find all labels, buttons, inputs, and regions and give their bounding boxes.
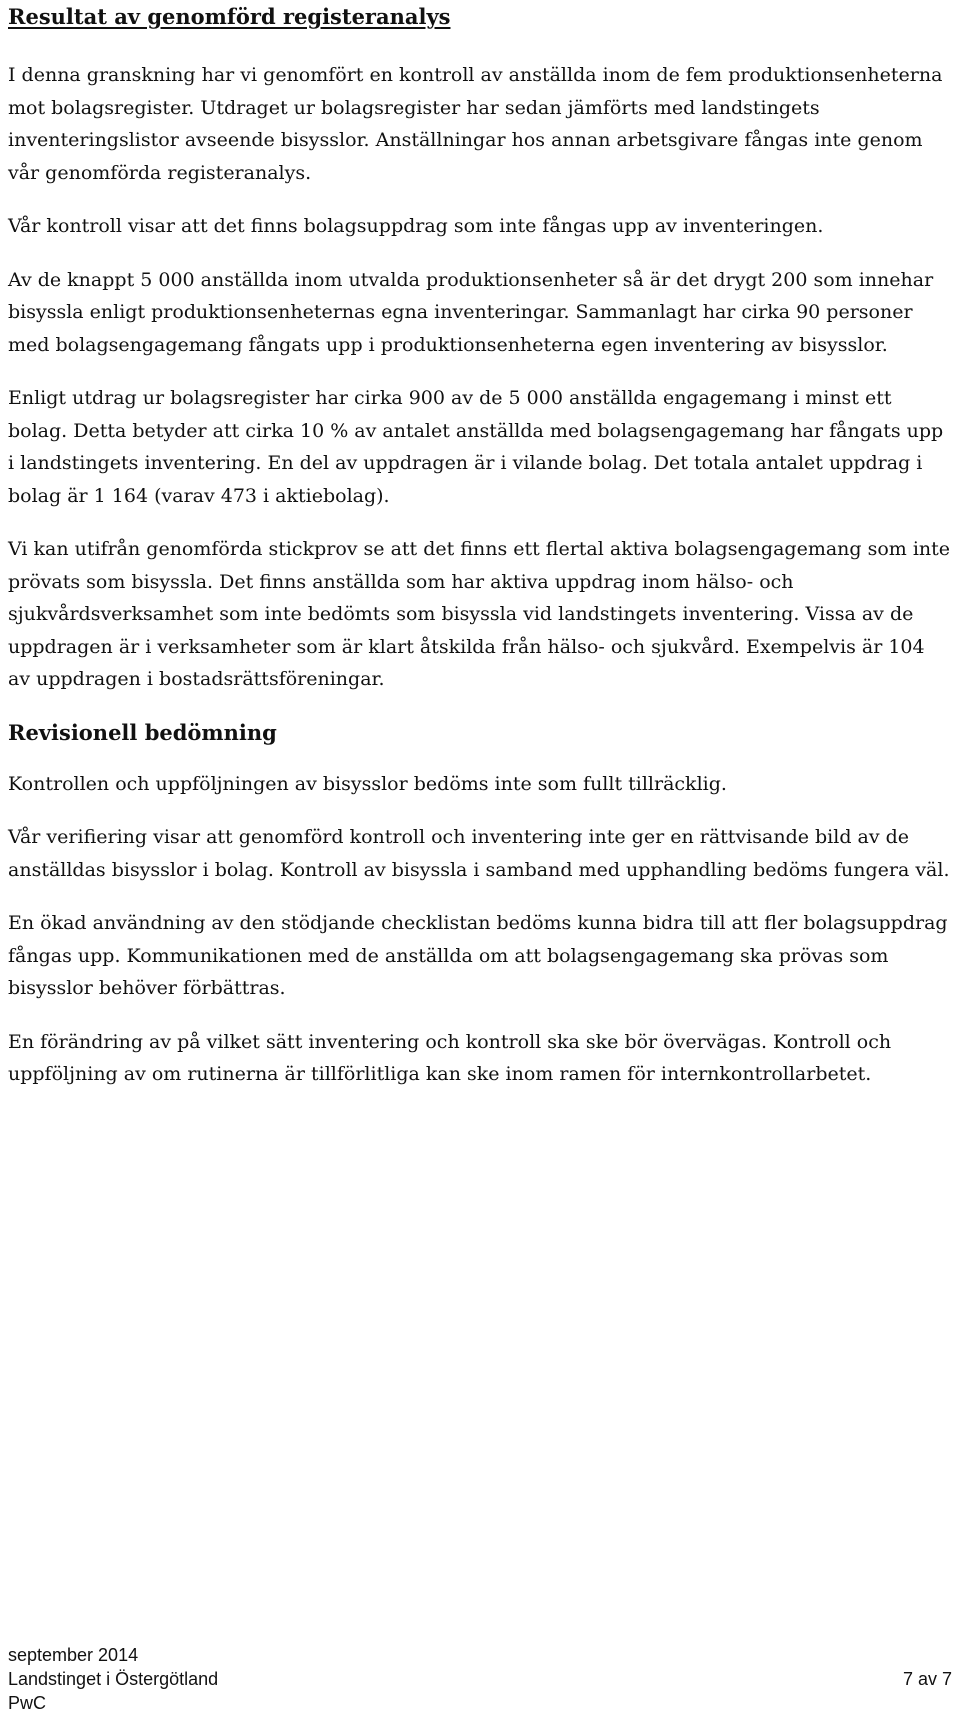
footer-page-number: 7 av 7 [902,1669,952,1689]
paragraph-register-extract: Enligt utdrag ur bolagsregister har cirka 900 av de 5 000 anställda engagemang i minst ett bolag. Detta betyder att cirka 10 % av antalet anställda med bolagsengagemang har fångats upp i landstingets inventering. En del av uppdragen är i vilande bolag. Det totala antalet uppdrag i bolag är 1 164 (varav 473 i aktiebolag). [8,387,944,507]
paragraph-sample-check: Vi kan utifrån genomförda stickprov se att det finns ett flertal aktiva bolagsengagemang som inte prövats som bisyssla. Det finns anställda som har aktiva uppdrag inom hälso- och sjukvårdsverksamhet som inte bedömts som bisyssla vid landstingets inventering. Vissa av de uppdragen är i verksamheter som är klart åtskilda från hälso- och sjukvård. Exempelvis är 104 av uppdragen i bostadsrättsföreningar. [8,538,951,690]
section-heading: Resultat av genomförd registeranalys [8,4,451,29]
paragraph-intro: I denna granskning har vi genomfört en kontroll av anställda inom de fem produktionsenheterna mot bolagsregister. Utdraget ur bolagsregister har sedan jämförts med landstingets inventeringslistor avseende bisysslor. Anställningar hos annan arbetsgivare fångas inte genom vår genomförda registeranalys. [8,64,943,184]
assessment-paragraph-3: En ökad användning av den stödjande checklistan bedöms kunna bidra till att fler bolagsuppdrag fångas upp. Kommunikationen med de anställda om att bolagsengagemang ska prövas som bisysslor behöver förbättras. [8,912,948,999]
assessment-paragraph-4: En förändring av på vilket sätt inventering och kontroll ska ske bör övervägas. Kontroll och uppföljning av om rutinerna är tillförlitliga kan ske inom ramen för internkontrollarbetet. [8,1030,892,1085]
footer-author: PwC [8,1693,47,1713]
paragraph-control-result: Vår kontroll visar att det finns bolagsuppdrag som inte fångas upp av inventeringen. [8,215,824,237]
document-page [8,0,952,1731]
footer-date: september 2014 [8,1645,139,1665]
assessment-paragraph-1: Kontrollen och uppföljningen av bisysslor bedöms inte som fullt tillräcklig. [8,772,727,795]
footer-organization: Landstinget i Östergötland [8,1669,219,1689]
page-footer [8,1643,952,1715]
paragraph-employees: Av de knappt 5 000 anställda inom utvalda produktionsenheter så är det drygt 200 som innehar bisyssla enligt produktionsenheternas egna inventeringar. Sammanlagt har cirka 90 personer med bolagsengagemang fångats upp i produktionsenheterna egen inventering av bisysslor. [8,268,934,356]
assessment-heading: Revisionell bedömning [8,719,277,745]
document-body [8,0,952,1091]
assessment-paragraph-2: Vår verifiering visar att genomförd kontroll och inventering inte ger en rättvisande bild av de anställdas bisysslor i bolag. Kontroll av bisyssla i samband med upphandling bedöms fungera väl. [8,826,950,881]
